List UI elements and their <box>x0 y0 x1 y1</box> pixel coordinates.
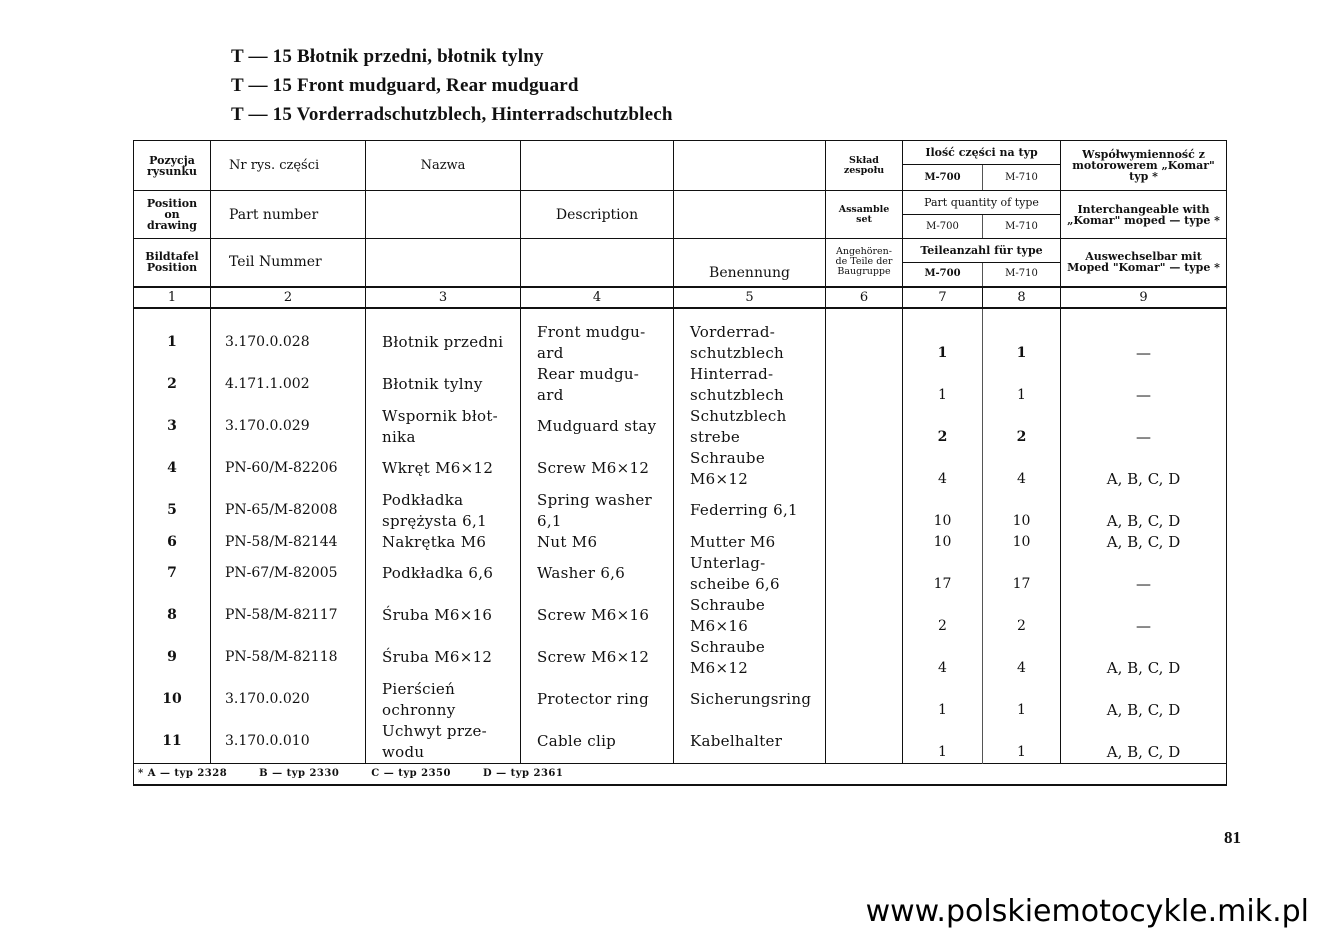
row-qty-m710: 1 <box>983 679 1061 721</box>
row-position: 2 <box>134 364 211 406</box>
row-benennung <box>674 637 826 679</box>
table-row <box>134 637 1227 679</box>
cell-line: wodu <box>382 742 425 761</box>
row-position: 10 <box>134 679 211 721</box>
row-qty-m700: 4 <box>903 448 983 490</box>
row-part-number: 3.170.0.028 <box>211 322 366 364</box>
cell-line: Federring 6,1 <box>690 501 798 519</box>
table-row <box>134 532 1227 553</box>
cell-line: M6×16 <box>690 616 749 635</box>
header-desc-en: Description <box>521 191 674 239</box>
row-interchangeable: A, B, C, D <box>1061 637 1227 679</box>
row-interchangeable: — <box>1061 322 1227 364</box>
row-part-number: PN-65/M-82008 <box>211 490 366 532</box>
cell-line: Błotnik przedni <box>382 333 504 351</box>
row-description <box>521 532 674 553</box>
header-pos-en: Position on drawing <box>134 191 211 239</box>
cell-line: Washer 6,6 <box>537 564 626 582</box>
header-ben-blank-2 <box>674 191 826 239</box>
header-inter-en: Interchangeable with „Komar" moped — type * <box>1061 191 1227 239</box>
row-benennung <box>674 679 826 721</box>
row-description <box>521 553 674 595</box>
cell-line: strebe <box>690 427 741 446</box>
cell-line: Mudguard stay <box>537 417 657 435</box>
cell-line: Nakrętka M6 <box>382 532 487 551</box>
row-position: 6 <box>134 532 211 553</box>
col-num-2: 2 <box>211 287 366 308</box>
page-titles <box>231 42 673 129</box>
header-qty-pl: Ilość części na typ <box>903 141 1061 165</box>
footnote-c: C — typ 2350 <box>371 768 451 779</box>
row-description <box>521 406 674 448</box>
row-name-pl <box>366 679 521 721</box>
header-name-blank-3 <box>366 239 521 287</box>
footnote-b: B — typ 2330 <box>259 768 340 779</box>
row-description <box>521 364 674 406</box>
cell-line: Front mudgu- <box>537 322 646 341</box>
row-qty-m710: 1 <box>983 721 1061 764</box>
cell-line: Nut M6 <box>537 532 598 551</box>
header-name-pl: Nazwa <box>366 141 521 191</box>
row-qty-m700: 4 <box>903 637 983 679</box>
cell-line: Mutter M6 <box>690 532 776 551</box>
row-interchangeable: A, B, C, D <box>1061 490 1227 532</box>
cell-line: Podkładka 6,6 <box>382 564 494 582</box>
row-part-number: PN-60/M-82206 <box>211 448 366 490</box>
col-num-3: 3 <box>366 287 521 308</box>
row-interchangeable: A, B, C, D <box>1061 721 1227 764</box>
table-row <box>134 448 1227 490</box>
row-interchangeable: — <box>1061 364 1227 406</box>
table-row <box>134 490 1227 532</box>
row-description <box>521 490 674 532</box>
cell-line: Rear mudgu- <box>537 364 640 383</box>
row-name-pl <box>366 364 521 406</box>
header-assembly-en: Assamble set <box>826 191 903 239</box>
row-qty-m700: 17 <box>903 553 983 595</box>
cell-line: Wkręt M6×12 <box>382 459 494 477</box>
table-row <box>134 364 1227 406</box>
row-qty-m710: 4 <box>983 448 1061 490</box>
header-qty-en: Part quantity of type <box>903 191 1061 215</box>
row-qty-m710: 1 <box>983 364 1061 406</box>
row-name-pl <box>366 406 521 448</box>
header-m700-en: M-700 <box>903 215 983 239</box>
row-qty-m700: 10 <box>903 490 983 532</box>
cell-line: Cable clip <box>537 732 617 750</box>
row-qty-m710: 1 <box>983 322 1061 364</box>
cell-line: ochronny <box>382 700 456 719</box>
row-description <box>521 721 674 764</box>
header-assembly-de: Angehören- de Teile der Baugruppe <box>826 239 903 287</box>
cell-line: Vorderrad- <box>690 322 776 341</box>
cell-line: scheibe 6,6 <box>690 574 780 593</box>
header-desc-blank-3 <box>521 239 674 287</box>
col-num-6: 6 <box>826 287 903 308</box>
cell-line: nika <box>382 427 416 446</box>
row-description <box>521 322 674 364</box>
parts-list <box>134 322 1227 764</box>
row-benennung <box>674 532 826 553</box>
cell-line: Wspornik błot- <box>382 406 499 425</box>
table-row <box>134 595 1227 637</box>
row-benennung <box>674 721 826 764</box>
cell-line: Sicherungsring <box>690 690 812 708</box>
row-assembly <box>826 637 903 679</box>
row-benennung <box>674 490 826 532</box>
row-assembly <box>826 721 903 764</box>
cell-line: Schutzblech <box>690 406 787 425</box>
row-benennung <box>674 553 826 595</box>
cell-line: Spring washer <box>537 490 652 509</box>
cell-line: Uchwyt prze- <box>382 721 488 740</box>
cell-line: Schraube <box>690 595 765 614</box>
footnote-d: D — typ 2361 <box>482 768 564 779</box>
cell-line: Schraube <box>690 637 765 656</box>
cell-line: Screw M6×16 <box>537 606 650 624</box>
header-m710-pl: M-710 <box>983 165 1061 191</box>
row-description <box>521 679 674 721</box>
row-interchangeable: A, B, C, D <box>1061 679 1227 721</box>
cell-line: M6×12 <box>690 469 749 488</box>
cell-line: schutzblech <box>690 343 784 362</box>
header-m710-en: M-710 <box>983 215 1061 239</box>
table-row <box>134 553 1227 595</box>
cell-line: Śruba M6×12 <box>382 648 493 666</box>
row-part-number: 3.170.0.020 <box>211 679 366 721</box>
row-assembly <box>826 448 903 490</box>
cell-line: Screw M6×12 <box>537 459 650 477</box>
row-assembly <box>826 406 903 448</box>
row-benennung <box>674 406 826 448</box>
row-benennung <box>674 364 826 406</box>
table-row <box>134 406 1227 448</box>
row-name-pl <box>366 532 521 553</box>
header-assembly-pl: Skład zespołu <box>826 141 903 191</box>
header-part-pl: Nr rys. części <box>211 141 366 191</box>
row-position: 7 <box>134 553 211 595</box>
parts-table <box>133 140 1227 786</box>
col-num-5: 5 <box>674 287 826 308</box>
row-name-pl <box>366 490 521 532</box>
row-part-number: PN-58/M-82144 <box>211 532 366 553</box>
cell-line: Protector ring <box>537 690 650 708</box>
row-interchangeable: A, B, C, D <box>1061 448 1227 490</box>
row-name-pl <box>366 553 521 595</box>
website-watermark: www.polskiemotocykle.mik.pl <box>865 894 1309 929</box>
col-num-1: 1 <box>134 287 211 308</box>
row-benennung <box>674 448 826 490</box>
row-qty-m700: 1 <box>903 322 983 364</box>
header-m710-de: M-710 <box>983 263 1061 287</box>
col-num-9: 9 <box>1061 287 1227 308</box>
row-interchangeable: — <box>1061 595 1227 637</box>
table-row <box>134 721 1227 764</box>
cell-line: M6×12 <box>690 658 749 677</box>
cell-line: sprężysta 6,1 <box>382 511 487 530</box>
row-name-pl <box>366 448 521 490</box>
row-assembly <box>826 532 903 553</box>
table-row <box>134 679 1227 721</box>
header-part-en: Part number <box>211 191 366 239</box>
cell-line: Podkładka <box>382 490 464 509</box>
row-qty-m710: 2 <box>983 406 1061 448</box>
row-description <box>521 448 674 490</box>
row-qty-m710: 10 <box>983 532 1061 553</box>
row-assembly <box>826 553 903 595</box>
header-qty-de: Teileanzahl für type <box>903 239 1061 263</box>
row-name-pl <box>366 595 521 637</box>
col-num-8: 8 <box>983 287 1061 308</box>
row-qty-m710: 4 <box>983 637 1061 679</box>
title-english: T — 15 Front mudguard, Rear mudguard <box>231 75 579 96</box>
row-benennung <box>674 595 826 637</box>
row-assembly <box>826 490 903 532</box>
cell-line: 6,1 <box>537 511 562 530</box>
cell-line: Unterlag- <box>690 553 766 572</box>
header-desc-blank-1 <box>521 141 674 191</box>
cell-line: ard <box>537 343 564 362</box>
header-inter-pl: Współwymienność z motorowerem „Komar" typ * <box>1061 141 1227 191</box>
row-position: 9 <box>134 637 211 679</box>
col-num-4: 4 <box>521 287 674 308</box>
cell-line: Błotnik tylny <box>382 375 483 393</box>
row-description <box>521 637 674 679</box>
row-name-pl <box>366 637 521 679</box>
row-position: 3 <box>134 406 211 448</box>
row-part-number: PN-67/M-82005 <box>211 553 366 595</box>
header-ben-blank-1 <box>674 141 826 191</box>
row-part-number: PN-58/M-82117 <box>211 595 366 637</box>
row-interchangeable: — <box>1061 406 1227 448</box>
row-assembly <box>826 679 903 721</box>
row-part-number: 4.171.1.002 <box>211 364 366 406</box>
header-name-blank-2 <box>366 191 521 239</box>
row-benennung <box>674 322 826 364</box>
row-position: 8 <box>134 595 211 637</box>
cell-line: ard <box>537 385 564 404</box>
row-interchangeable: A, B, C, D <box>1061 532 1227 553</box>
table-row <box>134 322 1227 364</box>
row-assembly <box>826 322 903 364</box>
cell-line: Śruba M6×16 <box>382 606 493 624</box>
title-polish: T — 15 Błotnik przedni, błotnik tylny <box>231 46 544 67</box>
row-qty-m710: 10 <box>983 490 1061 532</box>
header-pos-pl: Pozycja rysunku <box>134 141 211 191</box>
header-m700-de: M-700 <box>903 263 983 287</box>
row-qty-m700: 1 <box>903 364 983 406</box>
row-name-pl <box>366 322 521 364</box>
page-number: 81 <box>1224 828 1241 847</box>
header-part-de: Teil Nummer <box>211 239 366 287</box>
cell-line: schutzblech <box>690 385 784 404</box>
row-qty-m700: 2 <box>903 406 983 448</box>
header-pos-de: Bildtafel Position <box>134 239 211 287</box>
row-qty-m700: 2 <box>903 595 983 637</box>
row-interchangeable: — <box>1061 553 1227 595</box>
header-ben-de: Benennung <box>674 239 826 287</box>
cell-line: Hinterrad- <box>690 364 774 383</box>
cell-line: Pierścień <box>382 679 456 698</box>
row-assembly <box>826 364 903 406</box>
col-num-7: 7 <box>903 287 983 308</box>
row-position: 5 <box>134 490 211 532</box>
row-qty-m710: 2 <box>983 595 1061 637</box>
cell-line: Screw M6×12 <box>537 648 650 666</box>
row-qty-m700: 1 <box>903 679 983 721</box>
cell-line: Kabelhalter <box>690 732 783 750</box>
header-inter-de: Auswechselbar mit Moped "Komar" — type * <box>1061 239 1227 287</box>
title-german: T — 15 Vorderradschutzblech, Hinterradschutzblech <box>231 104 673 125</box>
row-description <box>521 595 674 637</box>
footnote-a: * A — typ 2328 <box>138 768 228 779</box>
row-position: 4 <box>134 448 211 490</box>
row-assembly <box>826 595 903 637</box>
row-position: 11 <box>134 721 211 764</box>
row-part-number: 3.170.0.029 <box>211 406 366 448</box>
row-qty-m700: 1 <box>903 721 983 764</box>
cell-line: Schraube <box>690 448 765 467</box>
row-qty-m700: 10 <box>903 532 983 553</box>
header-m700-pl: M-700 <box>903 165 983 191</box>
row-name-pl <box>366 721 521 764</box>
row-qty-m710: 17 <box>983 553 1061 595</box>
row-part-number: PN-58/M-82118 <box>211 637 366 679</box>
footnote-row <box>134 763 1227 785</box>
row-part-number: 3.170.0.010 <box>211 721 366 764</box>
column-number-row <box>134 287 1227 308</box>
row-position: 1 <box>134 322 211 364</box>
